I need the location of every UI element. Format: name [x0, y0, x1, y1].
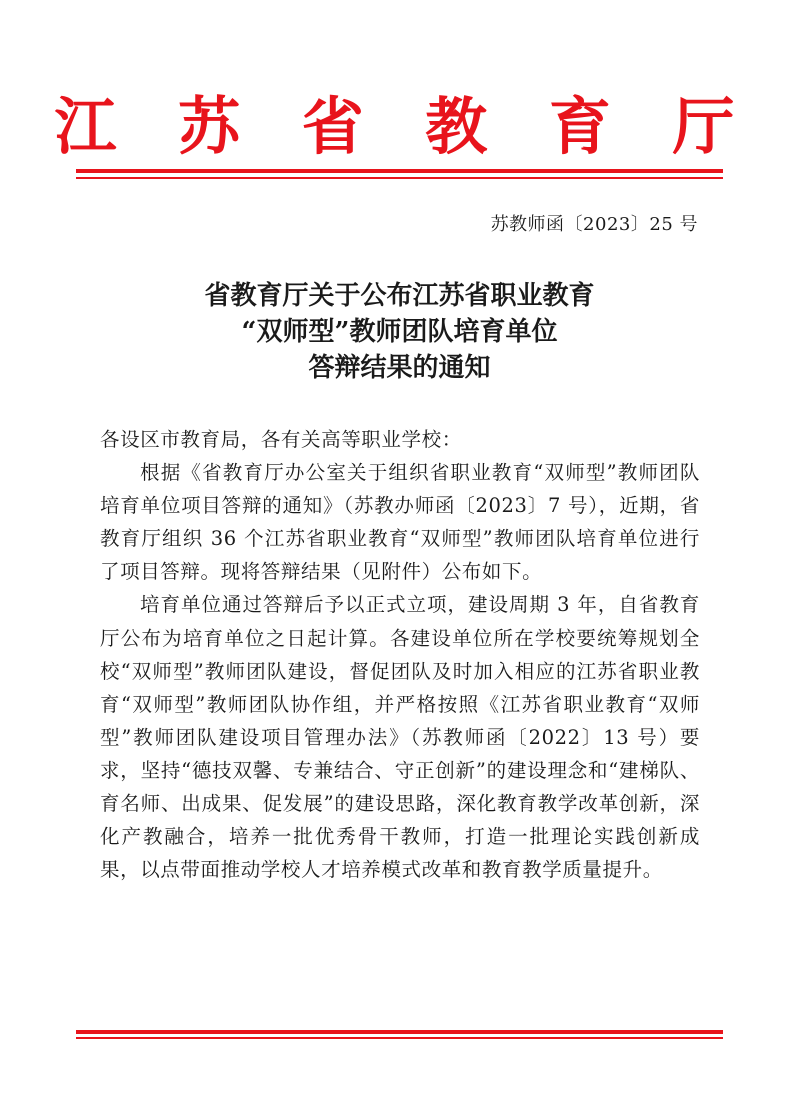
title-line-2: “双师型”教师团队培育单位	[241, 317, 558, 347]
issuer-masthead: 江 苏 省 教 育 厅	[54, 90, 755, 163]
title-line-3: 答辩结果的通知	[308, 353, 491, 383]
header-thick-red-rule	[76, 169, 723, 173]
paragraph-1: 根据《省教育厅办公室关于组织省职业教育“双师型”教师团队培育单位项目答辩的通知》（苏教办师函〔2023〕7 号），近期，省教育厅组织 36 个江苏省职业教育“双师型”教师团队培育单位进行了项目答辩。现将答辩结果（见附件）公布如下。	[100, 461, 700, 584]
salutation: 各设区市教育局，各有关高等职业学校：	[100, 428, 462, 451]
document-number: 苏教师函〔2023〕25 号	[490, 214, 698, 235]
document-title	[0, 278, 799, 386]
paragraph-2: 培育单位通过答辩后予以正式立项，建设周期 3 年，自省教育厅公布为培育单位之日起计算。各建设单位所在学校要统筹规划全校“双师型”教师团队建设，督促团队及时加入相应的江苏省职业教育“双师型”教师团队协作组，并严格按照《江苏省职业教育“双师型”教师团队建设项目管理办法》（苏教师函〔2022〕13 号）要求，坚持“德技双馨、专兼结合、守正创新”的建设理念和“建梯队、育名师、出成果、促发展”的建设思路，深化教育教学改革创新，深化产教融合，培养一批优秀骨干教师，打造一批理论实践创新成果，以点带面推动学校人才培养模式改革和教育教学质量提升。	[100, 593, 700, 882]
footer-thin-red-rule	[76, 1037, 723, 1039]
title-line-1: 省教育厅关于公布江苏省职业教育	[204, 281, 595, 311]
document-body	[100, 423, 700, 886]
header-thin-red-rule	[76, 177, 723, 179]
footer-thick-red-rule	[76, 1030, 723, 1034]
